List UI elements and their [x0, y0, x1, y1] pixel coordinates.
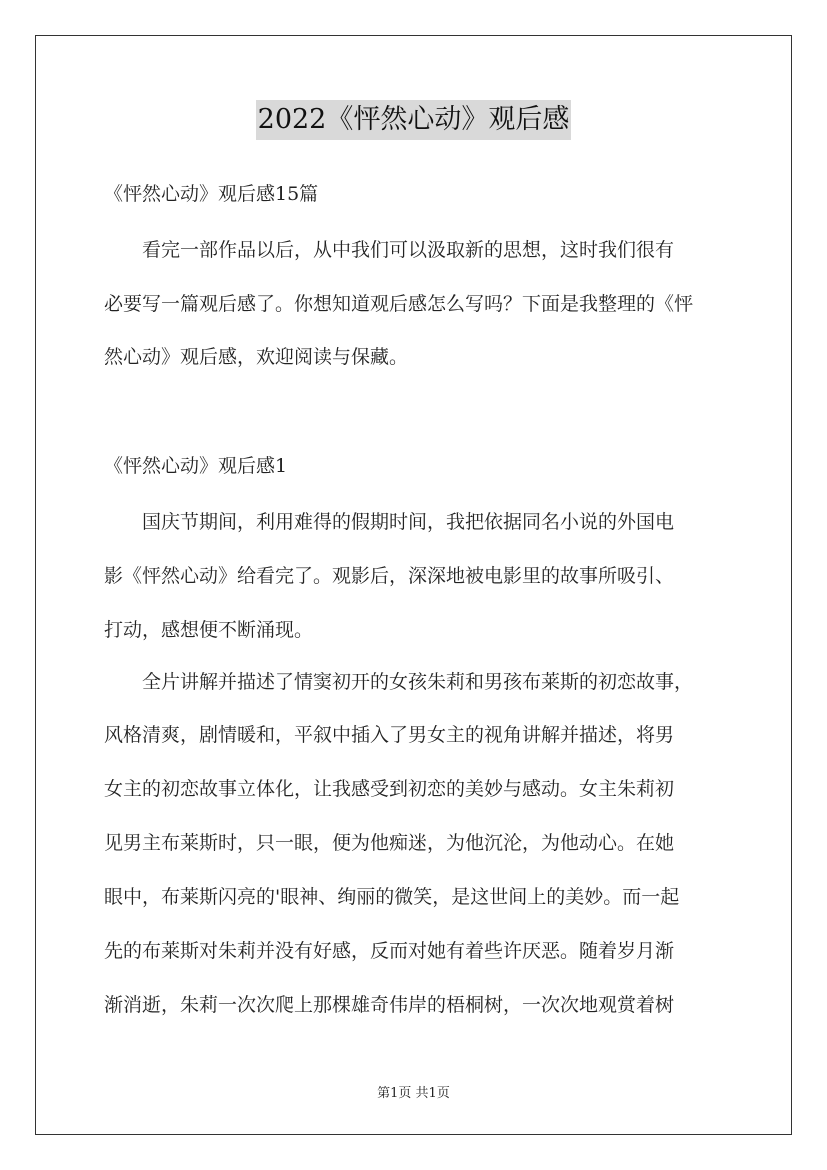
paragraph-line: 打动，感想便不断涌现。	[104, 619, 314, 641]
intro-line: 看完一部作品以后，从中我们可以汲取新的思想，这时我们很有	[142, 239, 675, 261]
section-heading: 《怦然心动》观后感1	[104, 455, 288, 477]
paragraph-line: 影《怦然心动》给看完了。观影后，深深地被电影里的故事所吸引、	[104, 565, 675, 587]
paragraph-line: 国庆节期间，利用难得的假期时间，我把依据同名小说的外国电	[142, 511, 675, 533]
title-container	[0, 100, 827, 140]
paragraph-line: 全片讲解并描述了情窦初开的女孩朱莉和男孩布莱斯的初恋故事，	[142, 671, 694, 693]
paragraph-line: 女主的初恋故事立体化，让我感受到初恋的美妙与感动。女主朱莉初	[104, 778, 675, 800]
document-title: 2022《怦然心动》观后感	[256, 100, 572, 140]
paragraph-line: 风格清爽，剧情暖和，平叙中插入了男女主的视角讲解并描述，将男	[104, 724, 675, 746]
paragraph-line: 眼中，布莱斯闪亮的'眼神、绚丽的微笑，是这世间上的美妙。而一起	[104, 886, 680, 908]
paragraph-line: 见男主布莱斯时，只一眼，便为他痴迷，为他沉沦，为他动心。在她	[104, 832, 675, 854]
paragraph-line: 渐消逝，朱莉一次次爬上那棵雄奇伟岸的梧桐树，一次次地观赏着树	[104, 994, 675, 1016]
intro-line: 然心动》观后感，欢迎阅读与保藏。	[104, 346, 409, 368]
document-subtitle: 《怦然心动》观后感15篇	[104, 183, 319, 205]
page-footer: 第1页 共1页	[377, 1086, 450, 1101]
intro-line: 必要写一篇观后感了。你想知道观后感怎么写吗？下面是我整理的《怦	[104, 293, 694, 315]
paragraph-line: 先的布莱斯对朱莉并没有好感，反而对她有着些许厌恶。随着岁月渐	[104, 940, 675, 962]
